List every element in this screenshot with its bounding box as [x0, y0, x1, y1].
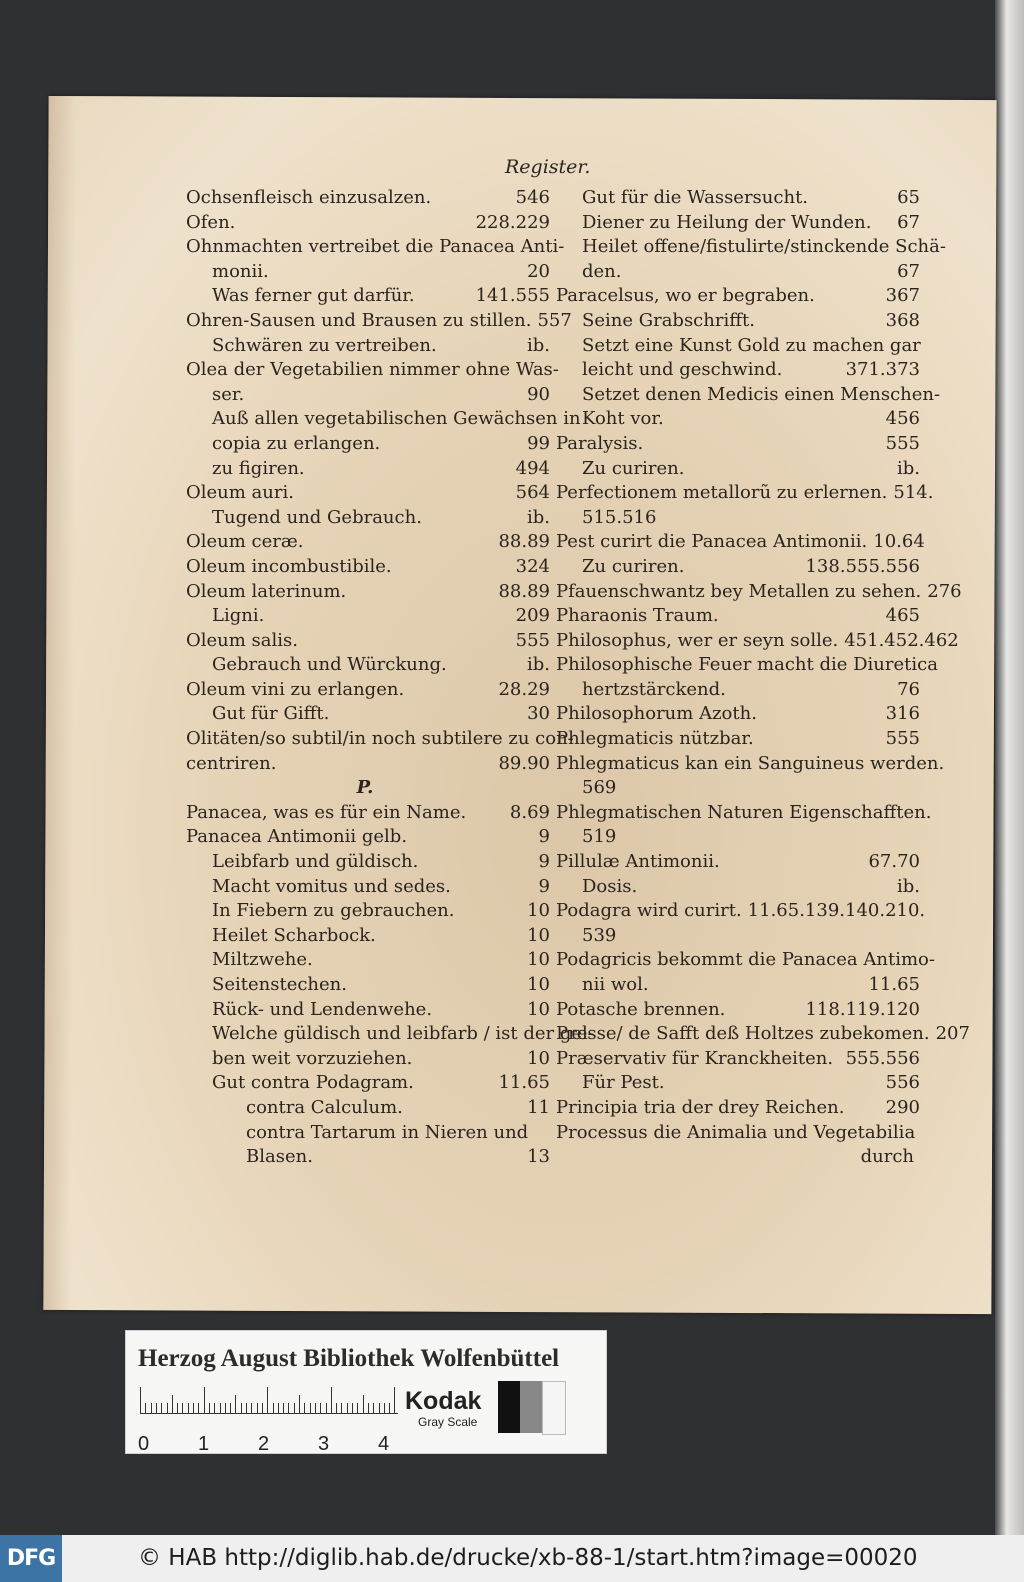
measure-ruler: [140, 1383, 398, 1414]
page-number: 555.556: [845, 1047, 920, 1069]
index-entry: [556, 555, 920, 580]
ruler-number: 0: [138, 1433, 150, 1455]
index-term: Blasen.: [246, 1146, 313, 1168]
page-number: 65: [897, 187, 920, 208]
ruler-tick: [161, 1403, 162, 1413]
index-term: Was ferner gut darfür.: [212, 285, 415, 307]
ruler-tick: [145, 1403, 146, 1413]
page-number: 371.373: [845, 359, 920, 381]
page-number: 10: [527, 949, 550, 971]
index-term: Ohren-Sausen und Brausen zu stillen.: [186, 309, 532, 331]
ruler-tick: [156, 1403, 157, 1413]
page-number: ib.: [896, 875, 920, 897]
index-term: zu figiren.: [212, 457, 305, 479]
index-term: Tugend und Gebrauch.: [212, 506, 422, 528]
index-term: Auß allen vegetabilischen Gewächsen in: [212, 408, 581, 430]
index-entry: [556, 998, 920, 1023]
index-entry: [186, 752, 550, 777]
index-term: Diener zu Heilung der Wunden.: [582, 211, 872, 233]
index-term: P.: [356, 777, 374, 799]
swatch-white: [542, 1381, 566, 1435]
ruler-number: 2: [258, 1433, 270, 1455]
index-term: Philosophische Feuer macht die Diuretica: [556, 654, 938, 676]
ruler-tick: [257, 1403, 258, 1413]
index-term: Phlegmaticus kan ein Sanguineus werden.: [556, 752, 945, 774]
ruler-tick: [225, 1403, 226, 1413]
page-number: 207: [935, 1023, 970, 1045]
index-entry: [186, 825, 550, 850]
index-entry: [556, 801, 932, 826]
index-term: Ochsenfleisch einzusalzen.: [186, 187, 432, 208]
index-entry: [186, 555, 550, 580]
page-number: 456: [885, 408, 920, 430]
index-entry: [186, 284, 550, 309]
index-term: Gut für Gifft.: [212, 703, 330, 725]
index-entry: [556, 948, 935, 973]
index-term: Zu curiren.: [582, 457, 685, 479]
index-entry: [556, 284, 920, 309]
index-entry: [186, 432, 550, 457]
index-term: Pfauenschwantz bey Metallen zu sehen.: [556, 580, 922, 602]
ruler-tick: [214, 1403, 215, 1413]
page-number: 11: [527, 1096, 550, 1118]
page-number: 141.555: [475, 285, 550, 307]
ruler-tick: [177, 1403, 178, 1413]
ruler-tick: [140, 1387, 141, 1413]
index-entry: [556, 457, 920, 482]
index-entry: [556, 432, 920, 457]
page-number: 10: [527, 998, 550, 1020]
index-term: Oleum incombustibile.: [186, 555, 392, 577]
index-term: Ofen.: [186, 211, 236, 233]
index-term: nii wol.: [582, 974, 649, 995]
ruler-tick: [304, 1403, 305, 1413]
ruler-tick: [267, 1387, 268, 1413]
index-entry: [186, 850, 550, 875]
ruler-tick: [379, 1403, 380, 1413]
index-entry: [186, 1022, 594, 1047]
ruler-tick: [172, 1395, 173, 1413]
ruler-tick: [246, 1403, 247, 1413]
index-entry: [186, 309, 572, 334]
index-term: Gut für die Wassersucht.: [582, 187, 809, 208]
index-term: Processus die Animalia und Vegetabilia: [556, 1121, 916, 1143]
ruler-tick: [193, 1403, 194, 1413]
index-term: Ohnmachten vertreibet die Panacea Anti-: [186, 236, 565, 258]
index-term: Oleum ceræ.: [186, 531, 304, 553]
page-number: 67: [897, 260, 920, 282]
ruler-number: 4: [378, 1433, 390, 1455]
index-term: 519: [582, 826, 617, 848]
index-term: Seine Grabschrifft.: [582, 309, 755, 331]
page-number: 30: [527, 703, 550, 725]
index-term: Heilet Scharbock.: [212, 924, 376, 946]
ruler-tick: [389, 1403, 390, 1413]
index-entry: [556, 1071, 920, 1096]
page-number: 11.65: [868, 974, 920, 995]
page-number: 99: [527, 432, 550, 454]
index-entry: [186, 899, 550, 924]
page-number: 11.65: [498, 1072, 550, 1094]
index-term: Philosophorum Azoth.: [556, 703, 757, 725]
index-entry: [186, 260, 550, 285]
ruler-tick: [241, 1403, 242, 1413]
ruler-tick: [294, 1403, 295, 1413]
index-term: Setzet denen Medicis einen Menschen-: [582, 383, 941, 405]
index-term: 569: [582, 777, 617, 799]
ruler-tick: [288, 1403, 289, 1413]
ruler-tick: [310, 1403, 311, 1413]
page-number: 546: [515, 187, 550, 208]
page-number: 88.89: [498, 531, 550, 553]
ruler-number: 3: [318, 1433, 330, 1455]
index-entry: [186, 383, 550, 408]
index-term: Seitenstechen.: [212, 974, 347, 995]
ruler-tick: [320, 1403, 321, 1413]
ruler-tick: [384, 1403, 385, 1413]
ruler-number: 1: [198, 1433, 210, 1455]
index-entry: [186, 1071, 550, 1096]
page-number: 10: [527, 900, 550, 922]
page-number: 118.119.120: [805, 998, 920, 1020]
index-entry: [186, 629, 550, 654]
page-number: 290: [885, 1096, 920, 1118]
index-term: monii.: [212, 260, 269, 282]
index-entry: [186, 678, 550, 703]
index-term: Præservativ für Kranckheiten.: [556, 1047, 834, 1069]
index-entry: [556, 260, 920, 285]
page-header: Register.: [505, 156, 591, 178]
index-entry: [186, 235, 565, 260]
index-entry: [186, 801, 550, 826]
footer-source-link[interactable]: © HAB http://diglib.hab.de/drucke/xb-88-1/start.htm?image=00020: [138, 1545, 918, 1571]
index-term: 539: [582, 924, 617, 946]
page-number: ib.: [526, 654, 550, 676]
index-entry: [556, 1145, 920, 1170]
index-entry: [186, 727, 574, 752]
index-term: den.: [582, 260, 622, 282]
index-entry: [556, 1121, 920, 1146]
page-number: 10: [527, 974, 550, 995]
page-number: 228.229: [475, 211, 550, 233]
index-entry: [556, 235, 946, 260]
index-entry: [556, 358, 920, 383]
index-entry: [186, 1145, 550, 1170]
page-number: 9: [538, 851, 550, 873]
index-term: Pharaonis Traum.: [556, 605, 719, 627]
index-entry: [556, 309, 920, 334]
index-term: Setzt eine Kunst Gold zu machen gar: [582, 334, 921, 356]
page-number: 557: [537, 309, 572, 331]
gray-scale-label: Gray Scale: [418, 1415, 478, 1429]
page-number: 209: [515, 605, 550, 627]
index-term: ben weit vorzuziehen.: [212, 1047, 413, 1069]
index-term: Phlegmaticis nützbar.: [556, 728, 754, 750]
page-number: 324: [515, 555, 550, 577]
index-entry: [186, 407, 581, 432]
index-entry: [556, 407, 920, 432]
index-term: Oleum vini zu erlangen.: [186, 678, 405, 700]
index-term: Podagricis bekommt die Panacea Antimo-: [556, 949, 935, 971]
index-term: Panacea Antimonii gelb.: [186, 826, 408, 848]
ruler-tick: [230, 1403, 231, 1413]
index-entry: [556, 629, 959, 654]
index-entry: [186, 481, 550, 506]
index-term: centriren.: [186, 752, 277, 774]
page-number: ib.: [526, 334, 550, 356]
page-number: 89.90: [498, 752, 550, 774]
index-term: contra Calculum.: [246, 1096, 403, 1118]
index-term: Heilet offene/fistulirte/stinckende Schä-: [582, 236, 946, 258]
page-number: 76: [897, 678, 920, 700]
index-term: Zu curiren.: [582, 555, 685, 577]
index-term: Koht vor.: [582, 408, 664, 430]
index-entry: [556, 850, 920, 875]
index-entry: [556, 899, 926, 924]
ruler-tick: [368, 1403, 369, 1413]
index-entry: [556, 1047, 920, 1072]
index-entry: [186, 530, 550, 555]
index-term: contra Tartarum in Nieren und: [246, 1121, 529, 1143]
ruler-tick: [352, 1403, 353, 1413]
index-term: Oleum laterinum.: [186, 580, 347, 602]
index-entry: [186, 776, 550, 801]
index-entry: [556, 580, 962, 605]
index-term: durch: [860, 1146, 914, 1168]
ruler-tick: [341, 1403, 342, 1413]
index-term: Miltzwehe.: [212, 949, 313, 971]
ruler-tick: [357, 1403, 358, 1413]
index-term: Potasche brennen.: [556, 998, 726, 1020]
index-entry: [556, 727, 920, 752]
index-entry: [556, 653, 938, 678]
index-entry: [556, 875, 920, 900]
index-entry: [186, 457, 550, 482]
index-term: leicht und geschwind.: [582, 359, 783, 381]
index-entry: [556, 825, 920, 850]
ruler-tick: [182, 1403, 183, 1413]
index-entry: [556, 186, 920, 211]
ruler-tick: [209, 1403, 210, 1413]
ruler-tick: [278, 1403, 279, 1413]
dfg-logo: DFG: [0, 1535, 62, 1582]
index-term: Podagra wird curirt.: [556, 900, 742, 922]
index-term: ser.: [212, 383, 245, 405]
page-number: 11.65.139.140.210.: [747, 900, 926, 922]
page-number: 564: [515, 482, 550, 504]
index-term: Für Pest.: [582, 1072, 665, 1094]
index-term: Welche güldisch und leibfarb / ist der gel-: [212, 1023, 594, 1045]
index-term: Olitäten/so subtil/in noch subtilere zu con-: [186, 728, 574, 750]
ruler-tick: [373, 1403, 374, 1413]
page-number: 67: [897, 211, 920, 233]
page-number: 316: [885, 703, 920, 725]
page-number: 10.64: [873, 531, 925, 553]
index-term: copia zu erlangen.: [212, 432, 381, 454]
swatch-gray: [520, 1381, 542, 1433]
page-number: 10: [527, 1047, 550, 1069]
index-entry: [186, 1096, 550, 1121]
index-entry: [186, 506, 550, 531]
ruler-tick: [262, 1403, 263, 1413]
page-number: 8.69: [509, 801, 550, 823]
index-entry: [186, 186, 550, 211]
mount-board-edge: [995, 0, 1024, 1535]
page-number: 514.: [893, 482, 934, 504]
index-term: In Fiebern zu gebrauchen.: [212, 900, 455, 922]
index-entry: [556, 211, 920, 236]
index-entry: [186, 604, 550, 629]
page-number: 88.89: [498, 580, 550, 602]
index-entry: [186, 924, 550, 949]
index-term: Philosophus, wer er seyn solle.: [556, 629, 839, 651]
index-entry: [556, 678, 920, 703]
index-entry: [186, 653, 550, 678]
index-term: 515.516: [582, 506, 657, 528]
ruler-tick: [188, 1403, 189, 1413]
page-number: 10: [527, 924, 550, 946]
page-number: 20: [527, 260, 550, 282]
index-entry: [186, 1121, 550, 1146]
index-entry: [186, 1047, 550, 1072]
index-entry: [186, 358, 559, 383]
index-entry: [556, 506, 920, 531]
index-term: Leibfarb und güldisch.: [212, 851, 419, 873]
index-term: Gebrauch und Würckung.: [212, 654, 447, 676]
page-number: 9: [538, 826, 550, 848]
index-term: Paracelsus, wo er begraben.: [556, 285, 815, 307]
page-number: 13: [527, 1146, 550, 1168]
page-number: 90: [527, 383, 550, 405]
page-number: 556: [885, 1072, 920, 1094]
index-term: Dosis.: [582, 875, 638, 897]
page-number: 368: [885, 309, 920, 331]
index-entry: [186, 948, 550, 973]
index-entry: [556, 973, 920, 998]
index-entry: [556, 752, 945, 777]
index-term: Presse/ de Safft deß Holtzes zubekomen.: [556, 1023, 930, 1045]
index-column-right: [556, 186, 970, 1170]
ruler-tick: [283, 1403, 284, 1413]
ruler-tick: [204, 1387, 205, 1413]
index-entry: [556, 530, 925, 555]
index-entry: [186, 580, 550, 605]
library-name: Herzog August Bibliothek Wolfenbüttel: [138, 1345, 560, 1372]
index-term: Rück- und Lendenwehe.: [212, 998, 433, 1020]
index-term: Oleum auri.: [186, 482, 294, 504]
page-number: 28.29: [498, 678, 550, 700]
index-entry: [186, 998, 550, 1023]
page-number: 555: [885, 728, 920, 750]
ruler-tick: [220, 1403, 221, 1413]
index-entry: [186, 334, 550, 359]
page-number: 276: [927, 580, 962, 602]
ruler-tick: [151, 1403, 152, 1413]
page-number: 9: [538, 875, 550, 897]
ruler-tick: [251, 1403, 252, 1413]
page-number: 494: [515, 457, 550, 479]
index-term: Schwären zu vertreiben.: [212, 334, 437, 356]
index-entry: [556, 776, 920, 801]
ruler-tick: [394, 1387, 395, 1413]
ruler-tick: [336, 1403, 337, 1413]
ruler-tick: [198, 1403, 199, 1413]
page-number: 67.70: [868, 851, 920, 873]
index-term: Oleum salis.: [186, 629, 298, 651]
page-number: 465: [885, 605, 920, 627]
index-term: Olea der Vegetabilien nimmer ohne Was-: [186, 359, 559, 381]
page-number: 555: [515, 629, 550, 651]
ruler-tick: [273, 1403, 274, 1413]
page-number: ib.: [526, 506, 550, 528]
ruler-tick: [299, 1395, 300, 1413]
index-entry: [556, 1096, 920, 1121]
ruler-tick: [167, 1403, 168, 1413]
page-number: 138.555.556: [805, 555, 920, 577]
index-entry: [556, 383, 941, 408]
index-entry: [556, 924, 920, 949]
index-entry: [556, 481, 934, 506]
page-number: 451.452.462: [844, 629, 959, 651]
index-term: Macht vomitus und sedes.: [212, 875, 451, 897]
index-entry: [556, 334, 920, 359]
swatch-black: [498, 1381, 520, 1433]
color-calibration-card: [125, 1330, 607, 1454]
index-column-left: [186, 186, 594, 1170]
page-number: 367: [885, 285, 920, 307]
index-entry: [186, 702, 550, 727]
index-term: Phlegmatischen Naturen Eigenschafften.: [556, 801, 932, 823]
index-term: Pest curirt die Panacea Antimonii.: [556, 531, 868, 553]
index-term: Panacea, was es für ein Name.: [186, 801, 467, 823]
index-entry: [186, 973, 550, 998]
kodak-logo: Kodak: [405, 1387, 482, 1415]
index-term: Pillulæ Antimonii.: [556, 851, 720, 873]
index-entry: [186, 875, 550, 900]
ruler-tick: [363, 1395, 364, 1413]
ruler-tick: [235, 1395, 236, 1413]
ruler-tick: [331, 1387, 332, 1413]
page-number: ib.: [896, 457, 920, 479]
index-term: Perfectionem metallorũ zu erlernen.: [556, 482, 888, 504]
index-term: Principia tria der drey Reichen.: [556, 1096, 845, 1118]
index-entry: [556, 604, 920, 629]
index-entry: [556, 1022, 970, 1047]
index-term: Gut contra Podagram.: [212, 1072, 414, 1094]
ruler-tick: [347, 1403, 348, 1413]
index-entry: [186, 211, 550, 236]
ruler-tick: [326, 1403, 327, 1413]
ruler-tick: [315, 1403, 316, 1413]
index-term: hertzstärckend.: [582, 678, 726, 700]
index-entry: [556, 702, 920, 727]
page-number: 555: [885, 432, 920, 454]
index-term: Paralysis.: [556, 432, 644, 454]
index-term: Ligni.: [212, 605, 265, 627]
